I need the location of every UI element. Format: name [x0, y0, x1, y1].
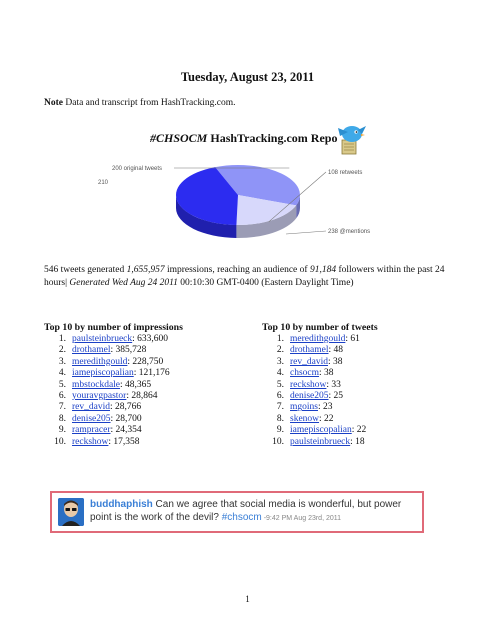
tweets-heading: Top 10 by number of tweets — [262, 322, 378, 333]
rank-number: 7. — [276, 402, 284, 413]
rank-number: 9. — [276, 425, 284, 436]
source-note — [44, 98, 235, 108]
user-link[interactable]: iamepiscopalian — [290, 425, 352, 436]
user-link[interactable]: paulsteinbrueck — [290, 436, 351, 447]
tweet-text — [90, 498, 420, 525]
list-item — [262, 345, 378, 356]
tweet-count: : 22 — [351, 425, 367, 436]
tweet-count: : 38 — [319, 368, 334, 379]
tweets-list — [262, 322, 378, 448]
rank-number: 2. — [58, 345, 66, 356]
tweet-body: Can we agree that social media is wonderful, but power point is the work of the devil? — [90, 499, 402, 523]
user-link[interactable]: iamepiscopalian — [72, 368, 134, 379]
rank-number: 10. — [272, 436, 284, 447]
hashtag-pie-chart — [88, 155, 388, 251]
report-title-hashtag: #CHSOCM — [150, 131, 208, 145]
list-item — [262, 380, 378, 391]
page-number: 1 — [245, 594, 250, 604]
tweet-count: : 61 — [345, 334, 360, 344]
pie-stray-label: 210 — [98, 180, 109, 186]
rank-number: 4. — [58, 368, 66, 379]
tweet-hashtag[interactable]: #chsocm — [221, 512, 262, 523]
rank-number: 9. — [58, 425, 66, 436]
tweet-count: : 25 — [328, 390, 344, 401]
rank-number: 5. — [58, 379, 66, 390]
tweet-count: : 23 — [317, 402, 333, 413]
pie-leader-mentions — [286, 231, 326, 234]
impressions-value: : 121,176 — [133, 368, 170, 379]
summary-part-4: 00:10:30 GMT-0400 (Eastern Daylight Time) — [177, 278, 354, 288]
list-item — [262, 357, 378, 368]
bird-logo-icon — [332, 120, 368, 156]
rank-number: 4. — [276, 368, 284, 379]
summary-part-2: impressions, reaching an audience of — [164, 265, 310, 275]
user-link[interactable]: youravgpastor — [72, 390, 127, 401]
pie-label-mentions: 238 @mentions — [328, 229, 371, 235]
rank-number: 3. — [58, 356, 66, 367]
followers-total: 91,184 — [309, 265, 337, 275]
user-link[interactable]: skenow — [290, 413, 320, 424]
generated-timestamp: Generated Wed Aug 24 2011 — [69, 278, 178, 288]
report-title — [150, 131, 337, 146]
summary-paragraph — [44, 264, 454, 290]
rank-number: 6. — [58, 390, 66, 401]
list-item — [262, 437, 378, 448]
tweet-count: : 18 — [350, 436, 365, 447]
page-date-heading: Tuesday, August 23, 2011 — [180, 70, 315, 84]
impressions-value: : 28,766 — [110, 402, 142, 413]
rank-number: 5. — [276, 379, 284, 390]
user-link[interactable]: drothamel — [290, 345, 329, 356]
list-item — [44, 357, 183, 368]
tweet-count: : 38 — [328, 356, 343, 367]
impressions-list — [44, 322, 183, 448]
user-link[interactable]: rev_david — [72, 402, 110, 413]
list-item — [262, 425, 378, 436]
impressions-total: 1,655,957 — [126, 265, 165, 275]
user-link[interactable]: paulsteinbrueck — [72, 334, 133, 344]
user-link[interactable]: mbstockdale — [72, 379, 121, 390]
impressions-value: : 48,365 — [120, 379, 152, 390]
avatar-icon — [58, 498, 84, 526]
impressions-value: : 28,700 — [110, 413, 142, 424]
pie-label-original-tweets: 200 original tweets — [112, 166, 163, 172]
user-link[interactable]: rev_david — [290, 356, 328, 367]
tweet-count: : 48 — [328, 345, 344, 356]
impressions-value: : 17,358 — [108, 436, 140, 447]
list-item — [44, 414, 183, 425]
report-title-rest: HashTracking.com Repo — [207, 131, 338, 145]
rank-number: 6. — [276, 390, 284, 401]
rank-number: 7. — [58, 402, 66, 413]
user-link[interactable]: reckshow — [72, 436, 109, 447]
user-link[interactable]: meredithgould — [72, 356, 128, 367]
list-item — [262, 402, 378, 413]
tweet-count: : 33 — [326, 379, 341, 390]
list-item — [44, 437, 183, 448]
rank-number: 3. — [276, 356, 284, 367]
list-item — [262, 334, 378, 345]
rank-number: 8. — [276, 413, 284, 424]
tweet-handle[interactable]: buddhaphish — [90, 499, 153, 510]
user-link[interactable]: drothamel — [72, 345, 111, 356]
list-item — [44, 334, 183, 345]
note-text: Data and transcript from HashTracking.com. — [63, 98, 236, 108]
user-link[interactable]: meredithgould — [290, 334, 346, 344]
summary-part-1: 546 tweets generated — [44, 265, 127, 275]
impressions-value: : 385,728 — [110, 345, 147, 356]
rank-number: 1. — [58, 334, 66, 344]
list-item — [44, 402, 183, 413]
pie-label-retweets: 108 retweets — [328, 170, 363, 176]
list-item — [262, 391, 378, 402]
list-item — [44, 345, 183, 356]
user-link[interactable]: reckshow — [290, 379, 327, 390]
rank-number: 1. — [276, 334, 284, 344]
rank-number: 2. — [276, 345, 284, 356]
user-link[interactable]: denise205 — [72, 413, 111, 424]
rank-number: 8. — [58, 413, 66, 424]
rank-number: 10. — [54, 436, 66, 447]
tweet-count: : 22 — [319, 413, 334, 424]
list-item — [262, 368, 378, 379]
note-label: Note — [44, 98, 63, 108]
impressions-value: : 633,600 — [132, 334, 169, 344]
user-link[interactable]: denise205 — [290, 390, 329, 401]
user-link[interactable]: rampracer — [72, 425, 111, 436]
impressions-value: : 24,354 — [110, 425, 142, 436]
list-item — [262, 414, 378, 425]
user-link[interactable]: chsocm — [290, 368, 320, 379]
list-item — [44, 425, 183, 436]
impressions-value: : 28,864 — [126, 390, 158, 401]
user-link[interactable]: mgoins — [290, 402, 318, 413]
list-item — [44, 368, 183, 379]
list-item — [44, 380, 183, 391]
tweet-timestamp: -9:42 PM Aug 23rd, 2011 — [261, 515, 342, 522]
list-item — [44, 391, 183, 402]
summary-part-3: followers within the past 24 hours| — [44, 265, 445, 288]
impressions-heading: Top 10 by number of impressions — [44, 322, 183, 333]
tweet-card — [50, 491, 424, 533]
impressions-value: : 228,750 — [127, 356, 164, 367]
